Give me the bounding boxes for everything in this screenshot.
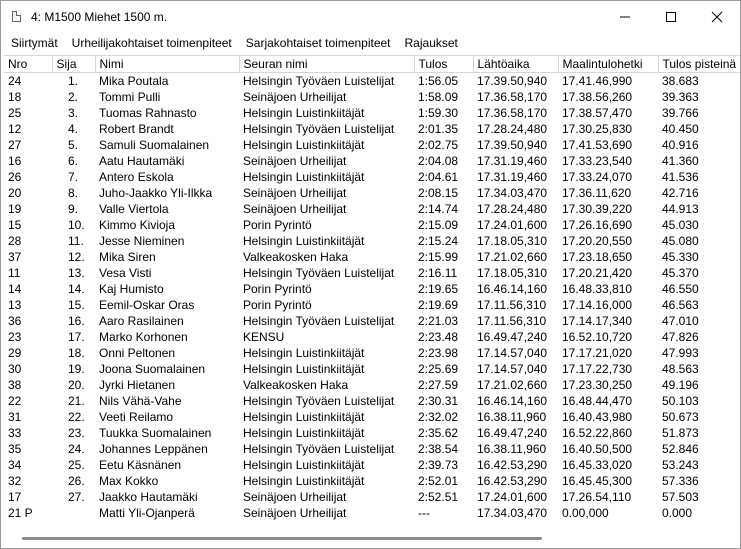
cell-pisteet: 47.993	[662, 346, 699, 360]
cell-nimi: Jaakko Hautamäki	[99, 490, 198, 504]
cell-nro: 38	[8, 378, 22, 392]
table-row[interactable]	[4, 313, 741, 329]
cell-pisteet: 46.550	[662, 282, 699, 296]
cell-tulos: 2:32.02	[418, 410, 459, 424]
cell-lahtoaika: 17.36.58,170	[477, 106, 548, 120]
cell-maalintulohetki: 16.40.43,980	[562, 410, 633, 424]
cell-nro: 19	[8, 202, 22, 216]
cell-seura: Helsingin Luistinkiitäjät	[243, 410, 365, 424]
cell-maalintulohetki: 17.33.23,540	[562, 154, 633, 168]
cell-lahtoaika: 17.31.19,460	[477, 170, 548, 184]
cell-tulos: 2:27.59	[418, 378, 459, 392]
table-row[interactable]	[4, 201, 741, 217]
cell-tulos: 2:04.61	[418, 170, 459, 184]
cell-pisteet: 57.336	[662, 474, 699, 488]
minimize-icon	[619, 11, 631, 23]
scrollbar-thumb[interactable]	[22, 537, 542, 540]
cell-maalintulohetki: 17.26.16,690	[562, 218, 633, 232]
cell-lahtoaika: 16.49.47,240	[477, 426, 548, 440]
table-row[interactable]	[4, 217, 741, 233]
cell-sija: 18.	[68, 346, 85, 360]
cell-sija	[52, 505, 95, 521]
cell-nimi: Juho-Jaakko Yli-Ilkka	[99, 186, 213, 200]
cell-tulos: 2:25.69	[418, 362, 459, 376]
cell-nro: 21 P	[8, 506, 33, 520]
cell-tulos: 2:23.98	[418, 346, 459, 360]
cell-pisteet: 38.683	[662, 74, 699, 88]
cell-lahtoaika: 17.21.02,660	[477, 378, 548, 392]
cell-maalintulohetki: 17.17.21,020	[562, 346, 633, 360]
table-row[interactable]	[4, 105, 741, 121]
cell-maalintulohetki: 16.48.44,470	[562, 394, 633, 408]
cell-seura: Helsingin Luistinkiitäjät	[243, 426, 365, 440]
cell-pisteet: 45.080	[662, 234, 699, 248]
cell-nro: 25	[8, 106, 22, 120]
cell-lahtoaika: 17.34.03,470	[477, 186, 548, 200]
cell-sija: 11.	[68, 234, 84, 248]
cell-nimi: Johannes Leppänen	[99, 442, 208, 456]
cell-sija: 3.	[68, 106, 79, 120]
cell-tulos: 2:39.73	[418, 458, 459, 472]
cell-nro: 24	[8, 74, 22, 88]
cell-nro: 17	[8, 490, 22, 504]
cell-nro: 18	[8, 90, 22, 104]
column-header-maalintulohetki[interactable]: Maalintulohetki	[558, 56, 658, 73]
cell-pisteet: 45.330	[662, 250, 699, 264]
table-row[interactable]	[4, 169, 741, 185]
cell-maalintulohetki: 17.41.46,990	[562, 74, 633, 88]
cell-nro: 35	[8, 442, 22, 456]
cell-lahtoaika: 17.11.56,310	[477, 314, 547, 328]
cell-nimi: Aatu Hautamäki	[99, 154, 185, 168]
cell-maalintulohetki: 17.38.57,470	[562, 106, 633, 120]
table-row[interactable]	[4, 473, 741, 489]
table-row[interactable]	[4, 409, 741, 425]
cell-nro: 33	[8, 426, 22, 440]
cell-pisteet: 49.196	[662, 378, 699, 392]
cell-maalintulohetki: 17.14.16,000	[562, 298, 633, 312]
cell-maalintulohetki: 17.36.11,620	[562, 186, 632, 200]
table-row[interactable]	[4, 329, 741, 345]
cell-lahtoaika: 17.24.01,600	[477, 490, 548, 504]
cell-lahtoaika: 17.28.24,480	[477, 202, 548, 216]
cell-tulos: 2:14.74	[418, 202, 459, 216]
cell-maalintulohetki: 17.30.39,220	[562, 202, 633, 216]
cell-seura: Porin Pyrintö	[243, 282, 312, 296]
cell-nimi: Mika Poutala	[99, 74, 169, 88]
cell-sija: 17.	[68, 330, 85, 344]
cell-tulos: 1:56.05	[418, 74, 459, 88]
table-row[interactable]	[4, 345, 741, 361]
cell-pisteet: 50.103	[662, 394, 699, 408]
cell-sija: 25.	[68, 458, 85, 472]
cell-lahtoaika: 17.14.57,040	[477, 362, 548, 376]
cell-maalintulohetki: 17.41.53,690	[562, 138, 633, 152]
cell-seura: Valkeakosken Haka	[243, 378, 349, 392]
cell-sija: 15.	[68, 298, 85, 312]
cell-nimi: Samuli Suomalainen	[99, 138, 210, 152]
cell-pisteet: 53.243	[662, 458, 699, 472]
cell-sija: 14.	[68, 282, 85, 296]
cell-pisteet: 44.913	[662, 202, 699, 216]
horizontal-scrollbar[interactable]	[4, 531, 738, 545]
column-header-seura[interactable]: Seuran nimi	[239, 56, 414, 73]
cell-sija: 19.	[68, 362, 85, 376]
results-table-container	[4, 55, 741, 525]
cell-pisteet: 47.826	[662, 330, 699, 344]
cell-maalintulohetki: 16.45.33,020	[562, 458, 633, 472]
table-row[interactable]	[4, 377, 741, 393]
cell-nro: 11	[8, 266, 21, 280]
cell-sija: 2.	[68, 90, 79, 104]
cell-nro: 15	[8, 218, 22, 232]
cell-sija: 21.	[68, 394, 85, 408]
cell-tulos: 2:38.54	[418, 442, 459, 456]
cell-sija: 7.	[68, 170, 79, 184]
cell-pisteet: 50.673	[662, 410, 699, 424]
cell-nro: 23	[8, 330, 22, 344]
column-header-tulos[interactable]: Tulos	[414, 56, 473, 73]
cell-nimi: Eetu Käsnänen	[99, 458, 182, 472]
cell-tulos: 2:35.62	[418, 426, 459, 440]
cell-seura: Porin Pyrintö	[243, 298, 312, 312]
cell-maalintulohetki: 0.00,000	[562, 506, 609, 520]
column-header-lahtoaika[interactable]: Lähtöaika	[473, 56, 558, 73]
window-title: 4: M1500 Miehet 1500 m.	[31, 9, 168, 24]
cell-tulos: 2:30.31	[418, 394, 459, 408]
maximize-button[interactable]	[648, 1, 694, 32]
table-row[interactable]	[4, 457, 741, 473]
cell-lahtoaika: 16.49.47,240	[477, 330, 548, 344]
cell-seura: Porin Pyrintö	[243, 218, 312, 232]
column-header-nimi[interactable]: Nimi	[95, 56, 239, 73]
cell-nro: 34	[8, 458, 22, 472]
cell-sija: 12.	[68, 250, 85, 264]
menu-rajaukset[interactable]: Rajaukset	[404, 36, 458, 50]
cell-nimi: Mika Siren	[99, 250, 156, 264]
cell-sija: 26.	[68, 474, 85, 488]
cell-maalintulohetki: 17.30.25,830	[562, 122, 633, 136]
cell-pisteet: 41.360	[662, 154, 699, 168]
cell-pisteet: 0.000	[662, 506, 693, 520]
cell-nro: 36	[8, 314, 22, 328]
cell-nro: 28	[8, 234, 22, 248]
table-row[interactable]	[4, 505, 741, 521]
cell-pisteet: 48.563	[662, 362, 699, 376]
cell-sija: 1.	[68, 74, 79, 88]
cell-tulos: 2:52.51	[418, 490, 459, 504]
cell-nro: 29	[8, 346, 22, 360]
cell-nro: 37	[8, 250, 22, 264]
cell-maalintulohetki: 17.38.56,260	[562, 90, 633, 104]
cell-maalintulohetki: 17.33.24,070	[562, 170, 633, 184]
cell-lahtoaika: 17.34.03,470	[477, 506, 548, 520]
cell-pisteet: 42.716	[662, 186, 699, 200]
cell-tulos: 2:15.09	[418, 218, 459, 232]
cell-seura: Seinäjoen Urheilijat	[243, 202, 347, 216]
cell-pisteet: 45.370	[662, 266, 699, 280]
table-row[interactable]	[4, 425, 741, 441]
table-row[interactable]	[4, 489, 741, 505]
close-icon	[711, 11, 723, 23]
table-row[interactable]	[4, 153, 741, 169]
cell-tulos: 2:21.03	[418, 314, 459, 328]
cell-pisteet: 39.766	[662, 106, 699, 120]
cell-sija: 8.	[68, 186, 79, 200]
maximize-icon	[665, 11, 677, 23]
cell-nimi: Tuukka Suomalainen	[99, 426, 212, 440]
cell-lahtoaika: 17.39.50,940	[477, 138, 548, 152]
cell-sija: 10.	[68, 218, 85, 232]
cell-pisteet: 46.563	[662, 298, 699, 312]
cell-maalintulohetki: 16.45.45,300	[562, 474, 633, 488]
cell-nimi: Antero Eskola	[99, 170, 174, 184]
cell-nimi: Aaro Rasilainen	[99, 314, 184, 328]
cell-nro: 20	[8, 186, 22, 200]
cell-seura: Helsingin Luistinkiitäjät	[243, 170, 365, 184]
table-row[interactable]	[4, 361, 741, 377]
cell-seura: Helsingin Työväen Luistelijat	[243, 442, 395, 456]
table-header-row	[4, 56, 741, 73]
cell-maalintulohetki: 17.14.17,340	[562, 314, 633, 328]
cell-nro: 13	[8, 298, 22, 312]
cell-nro: 16	[8, 154, 22, 168]
cell-nro: 32	[8, 474, 22, 488]
cell-seura: KENSU	[243, 330, 285, 344]
cell-seura: Helsingin Luistinkiitäjät	[243, 458, 365, 472]
cell-maalintulohetki: 16.52.22,860	[562, 426, 633, 440]
cell-seura: Seinäjoen Urheilijat	[243, 186, 347, 200]
cell-nimi: Eemil-Oskar Oras	[99, 298, 195, 312]
cell-nimi: Vesa Visti	[99, 266, 152, 280]
cell-lahtoaika: 17.18.05,310	[477, 234, 548, 248]
cell-seura: Helsingin Luistinkiitäjät	[243, 138, 365, 152]
cell-lahtoaika: 16.46.14,160	[477, 282, 548, 296]
cell-lahtoaika: 17.28.24,480	[477, 122, 548, 136]
cell-sija: 16.	[68, 314, 85, 328]
cell-pisteet: 51.873	[662, 426, 699, 440]
cell-nimi: Joona Suomalainen	[99, 362, 206, 376]
cell-seura: Helsingin Työväen Luistelijat	[243, 314, 395, 328]
cell-pisteet: 40.916	[662, 138, 699, 152]
cell-seura: Seinäjoen Urheilijat	[243, 490, 347, 504]
cell-seura: Helsingin Luistinkiitäjät	[243, 234, 365, 248]
table-row[interactable]	[4, 265, 741, 281]
cell-nimi: Kaj Humisto	[99, 282, 164, 296]
cell-nimi: Matti Yli-Ojanperä	[99, 506, 195, 520]
cell-nimi: Tuomas Rahnasto	[99, 106, 197, 120]
cell-seura: Helsingin Työväen Luistelijat	[243, 122, 395, 136]
cell-nro: 31	[8, 410, 22, 424]
column-header-nro[interactable]: Nro	[4, 56, 52, 73]
cell-maalintulohetki: 17.20.21,420	[562, 266, 633, 280]
cell-sija: 9.	[68, 202, 79, 216]
table-row[interactable]	[4, 393, 741, 409]
column-header-pisteet[interactable]: Tulos pisteinä	[658, 56, 741, 73]
cell-tulos: ---	[418, 506, 430, 520]
table-row[interactable]	[4, 137, 741, 153]
cell-tulos: 1:59.30	[418, 106, 459, 120]
minimize-button[interactable]	[602, 1, 648, 32]
cell-pisteet: 57.503	[662, 490, 699, 504]
cell-tulos: 2:52.01	[418, 474, 459, 488]
table-row[interactable]	[4, 233, 741, 249]
cell-sija: 20.	[68, 378, 85, 392]
cell-seura: Helsingin Työväen Luistelijat	[243, 266, 395, 280]
menu-siirtymat[interactable]: Siirtymät	[11, 36, 58, 50]
cell-pisteet: 52.846	[662, 442, 699, 456]
cell-seura: Valkeakosken Haka	[243, 250, 349, 264]
cell-nro: 27	[8, 138, 22, 152]
cell-nimi: Veeti Reilamo	[99, 410, 174, 424]
table-row[interactable]	[4, 73, 741, 90]
cell-seura: Seinäjoen Urheilijat	[243, 90, 347, 104]
cell-sija: 6.	[68, 154, 79, 168]
cell-nimi: Jesse Nieminen	[99, 234, 185, 248]
menu-bar	[1, 32, 740, 54]
cell-seura: Helsingin Luistinkiitäjät	[243, 346, 365, 360]
cell-lahtoaika: 16.38.11,960	[477, 410, 547, 424]
cell-pisteet: 40.450	[662, 122, 699, 136]
cell-maalintulohetki: 17.26.54,110	[562, 490, 632, 504]
cell-lahtoaika: 17.39.50,940	[477, 74, 548, 88]
cell-lahtoaika: 17.21.02,660	[477, 250, 548, 264]
cell-nimi: Robert Brandt	[99, 122, 174, 136]
cell-maalintulohetki: 16.48.33,810	[562, 282, 633, 296]
table-row[interactable]	[4, 121, 741, 137]
menu-sarjakohtaiset[interactable]: Sarjakohtaiset toimenpiteet	[245, 36, 391, 50]
cell-maalintulohetki: 17.23.30,250	[562, 378, 633, 392]
cell-lahtoaika: 16.38.11,960	[477, 442, 547, 456]
cell-sija: 4.	[68, 122, 79, 136]
cell-nimi: Kimmo Kivioja	[99, 218, 176, 232]
cell-lahtoaika: 17.31.19,460	[477, 154, 548, 168]
title-bar[interactable]	[1, 1, 740, 32]
results-table	[4, 55, 741, 521]
cell-sija: 23.	[68, 426, 85, 440]
cell-nimi: Max Kokko	[99, 474, 159, 488]
cell-lahtoaika: 17.24.01,600	[477, 218, 548, 232]
cell-sija: 13.	[68, 266, 85, 280]
cell-seura: Helsingin Luistinkiitäjät	[243, 106, 365, 120]
cell-nimi: Nils Vähä-Vahe	[99, 394, 182, 408]
cell-maalintulohetki: 16.52.10,720	[562, 330, 633, 344]
cell-nimi: Marko Korhonen	[99, 330, 188, 344]
cell-maalintulohetki: 17.17.22,730	[562, 362, 633, 376]
column-header-sija[interactable]: Sija	[52, 56, 95, 73]
cell-seura: Helsingin Luistinkiitäjät	[243, 474, 365, 488]
menu-urheilijakohtaiset[interactable]: Urheilijakohtaiset toimenpiteet	[71, 36, 232, 50]
cell-tulos: 2:15.99	[418, 250, 459, 264]
cell-tulos: 1:58.09	[418, 90, 459, 104]
cell-tulos: 2:04.08	[418, 154, 459, 168]
cell-sija: 24.	[68, 442, 85, 456]
cell-tulos: 2:01.35	[418, 122, 459, 136]
cell-lahtoaika: 17.18.05,310	[477, 266, 548, 280]
cell-maalintulohetki: 17.23.18,650	[562, 250, 633, 264]
cell-nro: 30	[8, 362, 22, 376]
cell-lahtoaika: 17.14.57,040	[477, 346, 548, 360]
cell-nimi: Jyrki Hietanen	[99, 378, 176, 392]
table-row[interactable]	[4, 249, 741, 265]
cell-tulos: 2:19.69	[418, 298, 459, 312]
cell-tulos: 2:15.24	[418, 234, 459, 248]
cell-pisteet: 47.010	[662, 314, 699, 328]
cell-nimi: Valle Viertola	[99, 202, 169, 216]
cell-maalintulohetki: 17.20.20,550	[562, 234, 633, 248]
table-row[interactable]	[4, 441, 741, 457]
cell-sija: 27.	[68, 490, 85, 504]
cell-pisteet: 41.536	[662, 170, 699, 184]
cell-pisteet: 45.030	[662, 218, 699, 232]
cell-sija: 22.	[68, 410, 85, 424]
cell-lahtoaika: 17.11.56,310	[477, 298, 547, 312]
cell-nro: 22	[8, 394, 22, 408]
cell-seura: Seinäjoen Urheilijat	[243, 506, 347, 520]
cell-tulos: 2:23.48	[418, 330, 459, 344]
close-button[interactable]	[694, 1, 740, 32]
table-row[interactable]	[4, 281, 741, 297]
cell-seura: Helsingin Työväen Luistelijat	[243, 74, 395, 88]
table-row[interactable]	[4, 185, 741, 201]
cell-tulos: 2:08.15	[418, 186, 459, 200]
cell-nimi: Tommi Pulli	[99, 90, 161, 104]
document-icon	[9, 9, 25, 25]
cell-seura: Helsingin Työväen Luistelijat	[243, 394, 395, 408]
table-row[interactable]	[4, 89, 741, 105]
cell-lahtoaika: 16.46.14,160	[477, 394, 548, 408]
cell-tulos: 2:02.75	[418, 138, 459, 152]
cell-tulos: 2:16.11	[418, 266, 458, 280]
cell-nro: 14	[8, 282, 22, 296]
cell-nimi: Onni Peltonen	[99, 346, 176, 360]
cell-pisteet: 39.363	[662, 90, 699, 104]
cell-lahtoaika: 16.42.53,290	[477, 458, 548, 472]
cell-seura: Helsingin Luistinkiitäjät	[243, 362, 365, 376]
table-row[interactable]	[4, 297, 741, 313]
cell-tulos: 2:19.65	[418, 282, 459, 296]
cell-lahtoaika: 16.42.53,290	[477, 474, 548, 488]
cell-nro: 12	[8, 122, 22, 136]
cell-maalintulohetki: 16.40.50,500	[562, 442, 633, 456]
cell-nro: 26	[8, 170, 22, 184]
cell-sija: 5.	[68, 138, 79, 152]
cell-lahtoaika: 17.36.58,170	[477, 90, 548, 104]
cell-seura: Seinäjoen Urheilijat	[243, 154, 347, 168]
